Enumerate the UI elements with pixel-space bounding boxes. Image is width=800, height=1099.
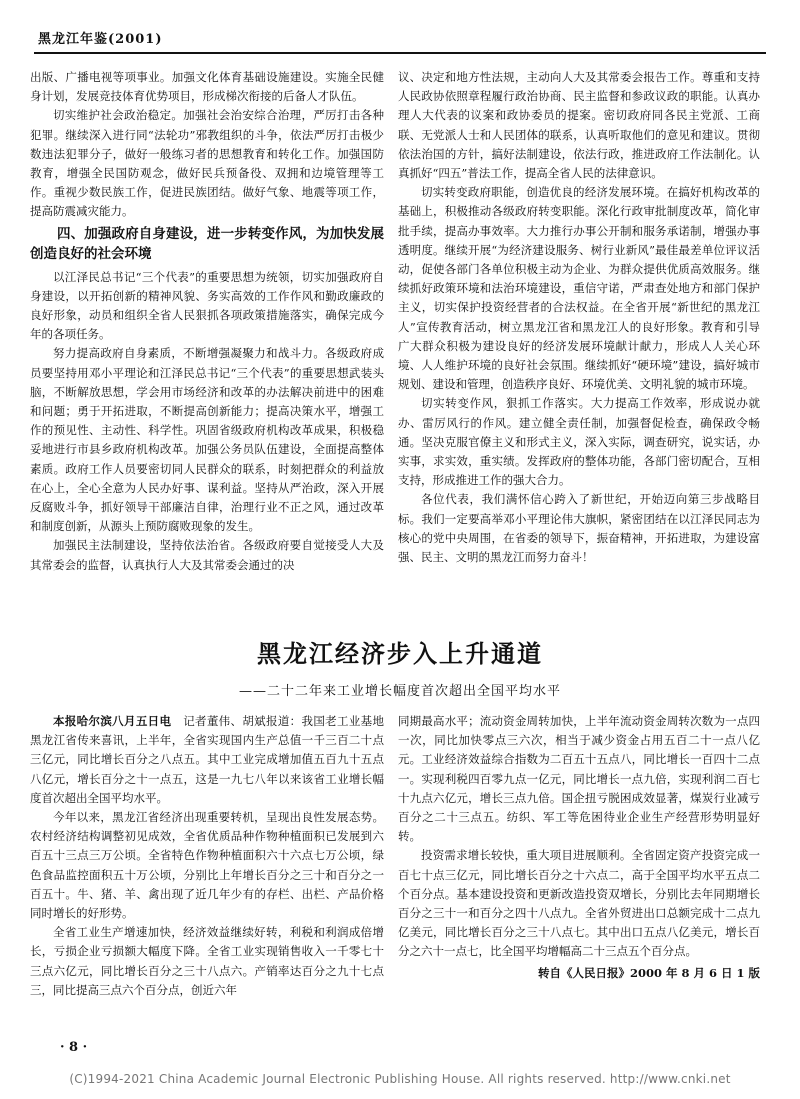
paragraph: 努力提高政府自身素质，不断增强凝聚力和战斗力。各级政府成员要坚持用邓小平理论和江泽民总书记“三个代表”的重要思想武装头脑，不断解放思想，学会用市场经济和改革的办法解决前进中的困难和问题；勇于开拓进取，不断提高创新能力；提高决策水平，增强工作的预见性、主动性、科学性。巩固省级政府机构改革成果，积极稳妥地进行市县乡政府机构改革。加强公务员队伍建设，全面提高整体素质。政府工作人员要密切同人民群众的联系，时刻把群众的利益放在心上，全心全意为人民办好事、谋利益。坚持从严治政，深入开展反腐败斗争，抓好领导干部廉洁自律，治理行业不正之风，通过改革和制度创新，从源头上预防腐败现象的发生。	[30, 346, 384, 534]
dateline: 本报哈尔滨八月五日电	[53, 714, 172, 728]
paragraph: 以江泽民总书记“三个代表”的重要思想为统领，切实加强政府自身建设，以开拓创新的精神风貌、务实高效的工作作风和勤政廉政的良好形象，动员和组织全省人民狠抓各项政策措施落实，确保完成今年的各项任务。	[30, 269, 384, 342]
running-title: 黑龙江年鉴(2001)	[38, 32, 163, 47]
article2-left-column	[30, 712, 384, 1000]
source-citation: 转自《人民日报》2000 年 8 月 6 日 1 版	[537, 965, 760, 980]
article-title: 黑龙江经济步入上升通道	[257, 640, 543, 668]
paragraph: 切实转变政府职能，创造优良的经济发展环境。在搞好机构改革的基础上，积极推动各级政府转变职能。深化行政审批制度改革，简化审批手续，提高办事效率。大力推行办事公开制和服务承诺制，增强办事透明度。继续开展“为经济建设服务、树行业新风”最佳最差单位评议活动，促使各部门各单位积极主动为企业、为群众提供优质高效服务。继续抓好政策环境和法治环境建设，重信守诺，严肃查处地方和部门保护主义，切实保护投资经营者的合法权益。在全省开展“新世纪的黑龙江人”宣传教育活动，树立黑龙江省和黑龙江人的良好形象。教育和引导广大群众积极为建设良好的经济发展环境献计献力，形成人人关心环境、人人维护环境的良好社会氛围。继续抓好“硬环境”建设，搞好城市规划、建设和管理，创造秩序良好、环境优美、文明礼貌的城市环境。	[398, 185, 760, 392]
paragraph: 加强民主法制建设，坚持依法治省。各级政府要自觉接受人大及其常委会的监督，认真执行人大及其常委会通过的决	[30, 538, 384, 572]
lead-text: 记者董伟、胡斌报道：我国老工业基地黑龙江省传来喜讯，上半年，全省实现国内生产总值一千三百二十点三亿元，同比增长百分之八点五。其中工业完成增加值五百九十五点八亿元，增长百分之十一点五，这是一九七八年以来该省工业增长幅度首次超出全国平均水平。	[30, 714, 385, 805]
paragraph: 同期最高水平；流动资金周转加快，上半年流动资金周转次数为一点四一次，同比加快零点三六次，相当于减少资金占用五百二十一点八亿元。工业经济效益综合指数为二百五十五点八，同比增长一百四十二点一。实现利税四百零九点一亿元，同比增长一点九倍，实现利润二百七十九点六亿元，增长三点九倍。国企扭亏脱困成效显著，煤炭行业减亏百分之二十三点五。纺织、军工等危困待业企业生产经营形势明显好转。	[398, 714, 760, 844]
copyright-footer: (C)1994-2021 China Academic Journal Electronic Publishing House. All rights reserved. http://www.cnki.net	[69, 1072, 731, 1086]
paragraph: 各位代表，我们满怀信心跨入了新世纪，开始迈向第三步战略目标。我们一定要高举邓小平理论伟大旗帜，紧密团结在以江泽民同志为核心的党中央周围，在省委的领导下，振奋精神，开拓进取，为建设富强、民主、文明的黑龙江而努力奋斗！	[398, 492, 760, 565]
header-rule	[34, 52, 766, 54]
article2-right-column	[398, 712, 760, 983]
paragraph: 今年以来，黑龙江省经济出现重要转机，呈现出良性发展态势。农村经济结构调整初见成效，全省优质品种作物种植面积已发展到六百五十三点三万公顷。全省特色作物种植面积六十六点七万公顷，绿色食品监控面积五十万公顷，分别比上年增长百分之三十和百分之一百五十。牛、猪、羊、禽出现了近几年少有的存栏、出栏、产品价格同时增长的好形势。	[30, 810, 384, 921]
paragraph: 全省工业生产增速加快，经济效益继续好转，利税和利润成倍增长，亏损企业亏损额大幅度下降。全省工业实现销售收入一千零七十三点六亿元，同比增长百分之三十八点六。产销率达百分之九十七点三，同比提高三点六个百分点，创近六年	[30, 925, 384, 997]
lead-paragraph	[30, 712, 384, 808]
page-number: · 8 ·	[60, 1040, 88, 1055]
section-heading: 四、加强政府自身建设，进一步转变作风，为加快发展创造良好的社会环境	[30, 225, 384, 262]
paragraph: 切实维护社会政治稳定。加强社会治安综合治理，严厉打击各种犯罪。继续深入进行同“法轮功”邪教组织的斗争，依法严厉打击极少数违法犯罪分子，做好一般练习者的思想教育和转化工作。加强国防教育，增强全民国防观念，做好民兵预备役、双拥和边境管理等工作。重视少数民族工作，促进民族团结。做好气象、地震等项工作，提高防震减灾能力。	[30, 108, 384, 219]
paragraph: 议、决定和地方性法规，主动向人大及其常委会报告工作。尊重和支持人民政协依照章程履行政治协商、民主监督和参政议政的职能。认真办理人大代表的议案和政协委员的提案。密切政府同各民主党派、工商联、无党派人士和人民团体的联系，认真听取他们的意见和建议。贯彻依法治国的方针，搞好法制建设，依法行政，推进政府工作法制化。认真抓好“四五”普法工作，提高全省人民的法律意识。	[398, 70, 760, 181]
paragraph: 投资需求增长较快，重大项目进展顺利。全省固定资产投资完成一百七十点三亿元，同比增长百分之十六点二，高于全国平均水平五点二个百分点。基本建设投资和更新改造投资双增长，分别比去年同期增长百分之三十一和百分之四十八点九。全省外贸进出口总额完成十二点九亿美元，同比增长百分之三十八点七。其中出口五点八亿美元，增长百分之六十一点七，比全国平均增幅高二十三点五个百分点。	[398, 848, 760, 959]
article1-right-column	[398, 68, 760, 567]
article-subtitle: ——二十二年来工业增长幅度首次超出全国平均水平	[238, 684, 561, 699]
article1-left-column	[30, 68, 384, 575]
paragraph: 切实转变作风，狠抓工作落实。大力提高工作效率，形成说办就办、雷厉风行的作风。建立健全责任制，加强督促检查，确保政令畅通。坚决克服官僚主义和形式主义，深入实际，调查研究，说实话，办实事，求实效，重实绩。发挥政府的整体功能，各部门密切配合，互相支持，形成推进工作的强大合力。	[398, 396, 760, 488]
paragraph: 出版、广播电视等项事业。加强文化体育基础设施建设。实施全民健身计划，发展竞技体育优势项目，形成梯次衔接的后备人才队伍。	[30, 70, 384, 104]
